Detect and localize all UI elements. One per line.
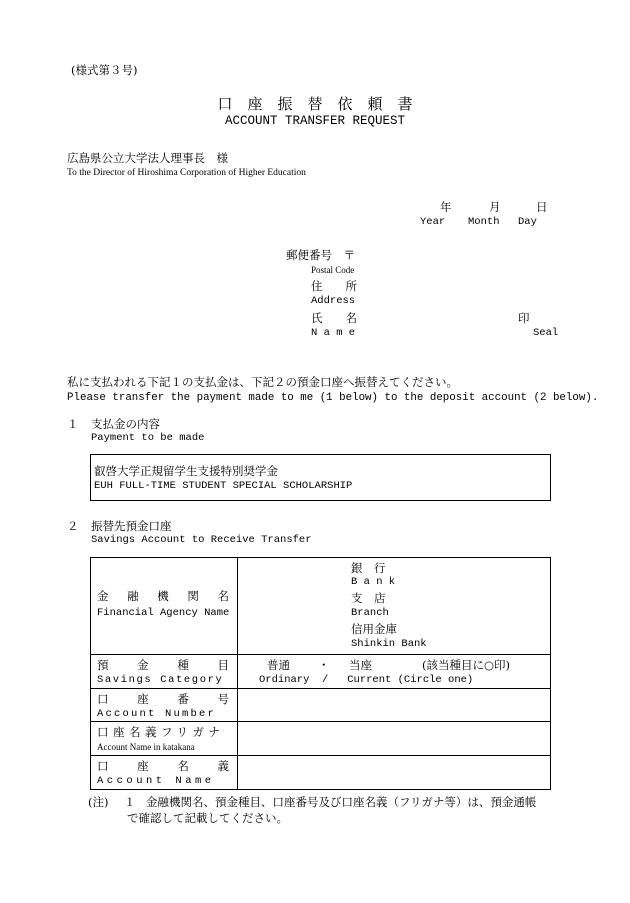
addressee-en: To the Director of Hiroshima Corporation of Higher Education (67, 168, 306, 178)
account-number-label-jp: 口 座 番 号 (97, 692, 229, 706)
page-title-jp: 口 座 振 替 依 頼 書 (217, 95, 413, 113)
seal-label-en: Seal (533, 327, 559, 339)
payment-content-en: EUH FULL-TIME STUDENT SPECIAL SCHOLARSHIP (94, 480, 353, 492)
category-ordinary-jp: 普通 (267, 658, 290, 672)
bank-option-shinkin-en: Shinkin Bank (351, 638, 427, 650)
section1-number: １ (67, 417, 79, 431)
postal-code-label-jp: 郵便番号 〒 (286, 248, 355, 262)
section1-title-jp: 支払金の内容 (91, 417, 160, 431)
table-row-divider (90, 654, 551, 655)
note-line1: 金融機関名、預金種目、口座番号及び口座名義（フリガナ等）は、預金通帳 (146, 795, 537, 809)
date-year-jp: 年 (440, 200, 452, 214)
addressee-jp: 広島県公立大学法人理事長 様 (67, 151, 228, 165)
address-label-en: Address (311, 295, 356, 307)
table-row-divider (90, 721, 551, 722)
bank-option-bank-jp: 銀 行 (351, 561, 386, 575)
agency-label-en: Financial Agency Name (97, 607, 230, 619)
date-day-en: Day (518, 216, 537, 228)
date-month-en: Month (468, 216, 500, 228)
category-note-jp: (該当種目に○印) (422, 658, 511, 672)
table-row-divider (90, 755, 551, 756)
section2-title-en: Savings Account to Receive Transfer (91, 534, 312, 546)
bank-option-branch-en: Branch (351, 607, 389, 619)
account-name-label-en: Account Name (97, 775, 215, 787)
payment-content-jp: 叡啓大学正規留学生支援特別奨学金 (94, 464, 278, 478)
date-month-jp: 月 (489, 200, 501, 214)
category-line-en: Ordinary / Current (Circle one) (259, 674, 474, 686)
bank-option-shinkin-jp: 信用金庫 (351, 622, 397, 636)
category-label-en: Savings Category (97, 674, 224, 686)
note-number: １ (124, 795, 136, 809)
page-title-en: ACCOUNT TRANSFER REQUEST (224, 114, 406, 128)
section2-number: ２ (67, 519, 79, 533)
note-prefix: (注) (88, 795, 109, 809)
bank-option-bank-en: B a n k (351, 576, 396, 588)
request-text-en: Please transfer the payment made to me (1 below) to the deposit account (2 below). (67, 392, 599, 404)
account-name-label-jp: 口 座 名 義 (97, 759, 229, 773)
seal-label-jp: 印 (518, 311, 530, 325)
date-year-en: Year (420, 216, 446, 228)
name-label-en: N a m e (311, 327, 356, 339)
date-day-jp: 日 (536, 200, 548, 214)
section2-title-jp: 振替先預金口座 (91, 519, 172, 533)
note-line2: で確認して記載してください。 (127, 811, 288, 825)
category-dot: ・ (318, 658, 330, 672)
agency-label-jp: 金 融 機 関 名 (97, 589, 229, 603)
address-label-jp: 住 所 (311, 279, 357, 293)
table-row-divider (90, 688, 551, 689)
postal-code-label-en: Postal Code (311, 265, 355, 275)
bank-option-branch-jp: 支 店 (351, 591, 386, 605)
name-label-jp: 氏 名 (311, 311, 357, 325)
category-current-jp: 当座 (349, 658, 372, 672)
katakana-label-jp: 口座名義フリガナ (97, 725, 225, 739)
katakana-label-en: Account Name in katakana (97, 742, 195, 752)
account-number-label-en: Account Number (97, 708, 217, 720)
category-label-jp: 預 金 種 目 (97, 658, 229, 672)
section1-title-en: Payment to be made (91, 432, 205, 444)
form-number: (様式第３号) (71, 63, 138, 77)
request-text-jp: 私に支払われる下記１の支払金は、下記２の預金口座へ振替えてください。 (67, 375, 458, 389)
